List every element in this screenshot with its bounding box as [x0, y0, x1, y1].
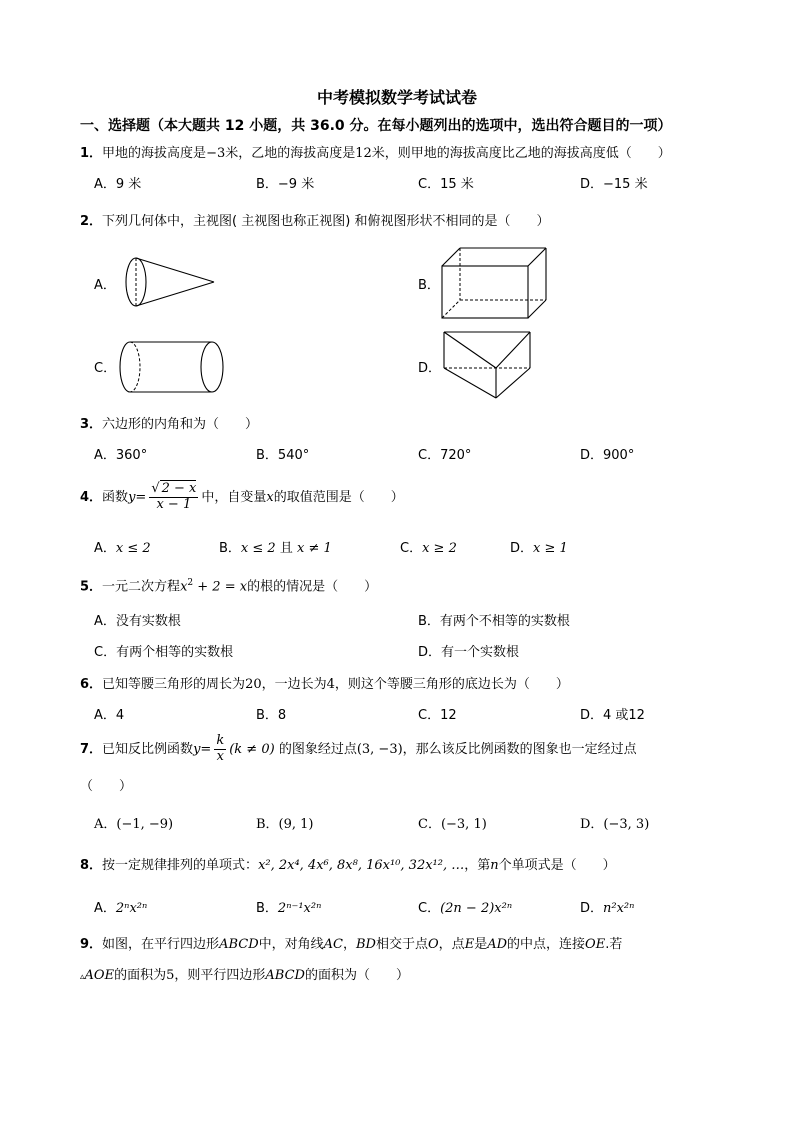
option-math: x ≥ 1	[533, 541, 568, 556]
fraction-denominator: x − 1	[156, 496, 192, 512]
math-var: AD	[487, 937, 508, 952]
question-text: 中，对角线	[258, 937, 324, 952]
math-point: (3, −3)	[356, 741, 403, 757]
math-var: O	[428, 937, 439, 952]
question-7	[80, 734, 637, 765]
option-b[interactable]: B．	[418, 278, 440, 293]
math-var: AOE	[84, 968, 115, 983]
math-var: x	[266, 489, 274, 505]
math-value: 5	[166, 968, 175, 983]
sqrt-sign: √	[151, 481, 160, 496]
option-label: D．	[510, 541, 534, 556]
fraction-denominator: x	[216, 748, 224, 764]
math-var: y	[128, 489, 136, 505]
question-text: 个单项式是（ ）	[498, 858, 616, 873]
question-4	[80, 482, 404, 513]
question-text: 的中点，连接	[507, 937, 586, 952]
triangular-prism-figure	[440, 330, 536, 402]
triangle-symbol: ▵	[80, 972, 85, 982]
option-c[interactable]: C．(−3, 1)	[418, 817, 487, 832]
option-b[interactable]: B．有两个不相等的实数根	[418, 614, 570, 629]
math-var: OE	[585, 937, 606, 952]
math-value: 12	[355, 146, 372, 161]
math-var: BD	[356, 937, 376, 952]
question-text: 中，自变量	[201, 489, 267, 505]
math-eq: =	[200, 741, 212, 757]
option-d[interactable]: D．4 或12	[580, 708, 645, 723]
question-text: 已知等腰三角形的周长为	[102, 677, 246, 692]
question-text: 是	[474, 937, 488, 952]
option-a[interactable]: A．360°	[94, 448, 148, 463]
math-condition: (k ≠ 0)	[229, 741, 275, 757]
math-var: ABCD	[265, 968, 305, 983]
math-value: 4	[326, 677, 335, 692]
option-label: B．	[256, 901, 278, 916]
option-label: C．	[418, 901, 441, 916]
question-text: 相交于点	[375, 937, 428, 952]
question-text: ，	[342, 937, 356, 952]
option-math: n²x²ⁿ	[603, 901, 635, 916]
sqrt-body: 2 − x	[161, 481, 197, 496]
option-math: x ≠ 1	[296, 541, 332, 556]
question-text: .若	[605, 937, 623, 952]
question-text: ，则平行四边形	[174, 968, 266, 983]
question-text: 已知反比例函数	[102, 741, 194, 757]
question-text: 按一定规律排列的单项式：	[102, 858, 259, 873]
question-5	[80, 578, 377, 595]
option-text: 且	[279, 541, 293, 556]
option-math: x ≥ 2	[422, 541, 457, 556]
question-number: 2．	[80, 214, 103, 229]
question-text: 米，乙地的海拔高度是	[225, 146, 356, 161]
question-number: 6．	[80, 677, 103, 692]
math-var: n	[490, 858, 499, 873]
question-text: ，点	[438, 937, 465, 952]
math-var: y	[193, 741, 201, 757]
option-c[interactable]: C．有两个相等的实数根	[94, 645, 234, 660]
question-8	[80, 858, 616, 874]
math-expr: + 2 = x	[193, 579, 248, 595]
question-text: 一元二次方程	[102, 579, 181, 595]
question-text: ，那么该反比例函数的图象也一定经过点	[402, 741, 637, 757]
question-text: ，则这个等腰三角形的底边长为（ ）	[334, 677, 569, 692]
question-number: 7．	[80, 741, 103, 757]
question-9-line-2	[80, 968, 409, 984]
question-number: 1．	[80, 146, 103, 161]
question-1	[80, 146, 671, 162]
option-math: 2ⁿ⁻¹x²ⁿ	[277, 901, 322, 916]
question-text: 函数	[102, 489, 129, 505]
option-c[interactable]: C．12	[418, 708, 457, 723]
question-text: ，一边长为	[261, 677, 327, 692]
math-var: E	[464, 937, 475, 952]
math-sup: 2	[187, 578, 194, 588]
option-math: 2ⁿx²ⁿ	[115, 901, 148, 916]
option-math: (2n − 2)x²ⁿ	[440, 901, 513, 916]
fraction	[214, 734, 226, 765]
option-d[interactable]: D．(−3, 3)	[580, 817, 650, 832]
option-d[interactable]: D．−15 米	[580, 177, 648, 192]
option-c[interactable]: C．	[94, 361, 117, 376]
question-3	[80, 417, 258, 433]
option-label: D．	[580, 901, 604, 916]
option-a[interactable]	[94, 541, 151, 557]
question-2	[80, 214, 549, 230]
cone-figure	[118, 254, 228, 310]
question-text: ，第	[464, 858, 491, 873]
option-a[interactable]: A．没有实数根	[94, 614, 181, 629]
option-b[interactable]	[219, 541, 332, 557]
question-text: 的图象经过点	[278, 741, 357, 757]
cylinder-figure	[116, 340, 228, 394]
math-eq: =	[135, 489, 147, 505]
option-d[interactable]: D．有一个实数根	[418, 645, 520, 660]
option-b[interactable]: B．8	[256, 708, 287, 723]
option-c[interactable]	[400, 541, 457, 557]
question-text: 米，则甲地的海拔高度比乙地的海拔高度低（ ）	[371, 146, 671, 161]
option-c[interactable]: C．15 米	[418, 177, 474, 192]
question-number: 8．	[80, 858, 103, 873]
option-c[interactable]	[418, 901, 512, 917]
option-math: x ≤ 2	[240, 541, 276, 556]
question-text: 下列几何体中，主视图( 主视图也称正视图) 和俯视图形状不相同的是（ ）	[102, 214, 550, 229]
question-text: 如图，在平行四边形	[102, 937, 220, 952]
math-value: 20	[245, 677, 262, 692]
section-heading: 一、选择题（本大题共 12 小题，共 36.0 分。在每小题列出的选项中，选出符合题目的一项）	[80, 118, 672, 134]
option-c[interactable]: C．720°	[418, 448, 472, 463]
question-number: 4．	[80, 489, 103, 505]
option-label: B．	[219, 541, 241, 556]
page-title: 中考模拟数学考试试卷	[316, 88, 477, 107]
question-6	[80, 677, 569, 693]
fraction	[149, 482, 198, 513]
question-text: 六边形的内角和为（ ）	[102, 417, 259, 432]
option-a[interactable]: A．9 米	[94, 177, 142, 192]
math-var: x	[180, 579, 188, 595]
question-text: 的面积为	[114, 968, 167, 983]
math-value: −3	[206, 146, 226, 161]
option-a[interactable]: A．	[94, 278, 116, 293]
question-number: 9．	[80, 937, 103, 952]
option-d[interactable]: D．	[418, 361, 442, 376]
question-text: 的根的情况是（ ）	[247, 579, 378, 595]
option-label: A．	[94, 541, 116, 556]
option-b[interactable]	[256, 901, 321, 917]
cuboid-figure	[440, 246, 552, 322]
math-var: AC	[323, 937, 343, 952]
question-text: 甲地的海拔高度是	[102, 146, 207, 161]
option-label: A．	[94, 901, 116, 916]
option-a[interactable]	[94, 901, 147, 917]
option-d[interactable]	[580, 901, 634, 917]
question-text: 的面积为（ ）	[304, 968, 409, 983]
fraction-numerator: k	[216, 733, 225, 748]
question-number: 3．	[80, 417, 103, 432]
option-a[interactable]: A．4	[94, 708, 125, 723]
option-a[interactable]: A．(−1, −9)	[94, 817, 174, 832]
math-var: ABCD	[219, 937, 259, 952]
option-b[interactable]: B．(9, 1)	[256, 817, 314, 832]
question-text: 的取值范围是（ ）	[273, 489, 404, 505]
option-d[interactable]: D．900°	[580, 448, 635, 463]
question-9	[80, 937, 622, 953]
math-sequence: x², 2x⁴, 4x⁶, 8x⁸, 16x¹⁰, 32x¹², …	[258, 858, 465, 873]
option-label: C．	[400, 541, 423, 556]
option-math: x ≤ 2	[115, 541, 151, 556]
option-b[interactable]: B．540°	[256, 448, 310, 463]
question-number: 5．	[80, 579, 103, 595]
option-d[interactable]	[510, 541, 568, 557]
answer-paren: （ ）	[80, 779, 133, 794]
option-b[interactable]: B．−9 米	[256, 177, 315, 192]
